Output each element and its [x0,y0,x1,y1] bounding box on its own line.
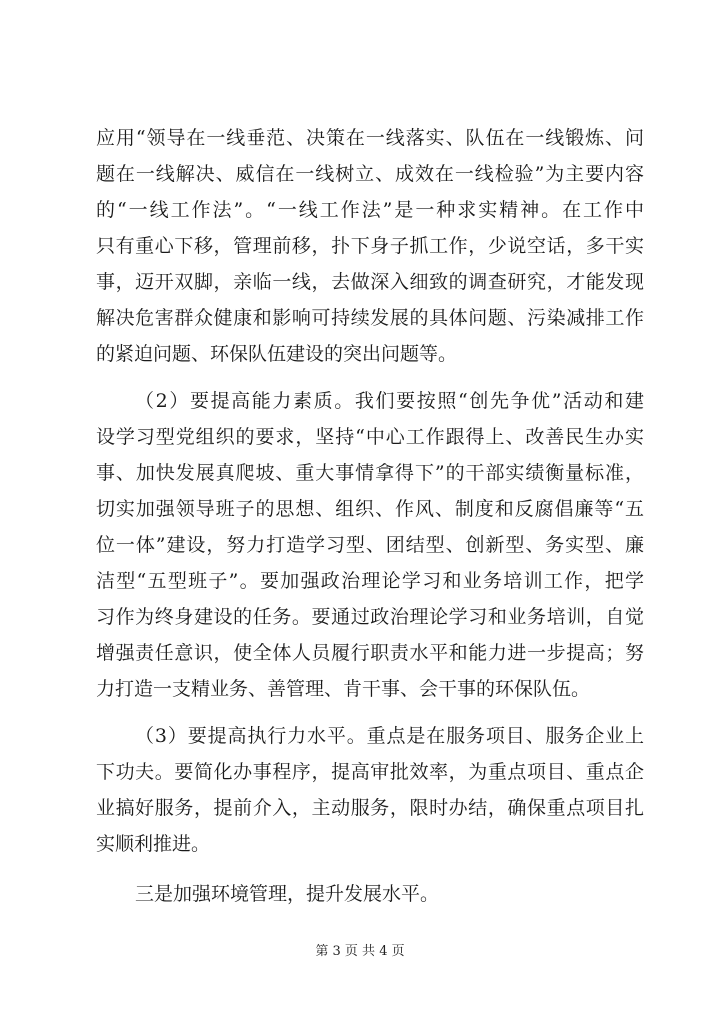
text-line: 题在一线解决、威信在一线树立、成效在一线检验”为主要内容 [96,163,644,185]
section-heading: 三是加强环境管理，提升发展水平。 [135,883,440,905]
document-body [96,120,644,912]
page-footer: 第 3 页 共 4 页 [315,944,405,959]
text-line: 习作为终身建设的任务。要通过政治理论学习和业务培训，自觉 [96,606,644,628]
text-line: 的“一线工作法”。“一线工作法”是一种求实精神。在工作中 [96,199,644,221]
text-line: （2）要提高能力素质。我们要按照“创先争优”活动和建 [135,390,644,412]
text-line: 事，迈开双脚，亲临一线，去做深入细致的调查研究，才能发现 [96,271,644,293]
paragraph-1 [96,120,644,372]
text-line: 位一体”建设，努力打造学习型、团结型、创新型、务实型、廉 [96,534,644,556]
text-line: 只有重心下移，管理前移，扑下身子抓工作，少说空话，多干实 [96,235,644,257]
text-line: 应用“领导在一线垂范、决策在一线落实、队伍在一线锻炼、问 [96,127,644,149]
text-line: （3）要提高执行力水平。重点是在服务项目、服务企业上 [135,725,644,747]
text-line: 切实加强领导班子的思想、组织、作风、制度和反腐倡廉等“五 [96,498,644,520]
text-line: 实顺利推进。 [96,833,211,855]
text-line: 增强责任意识，使全体人员履行职责水平和能力进一步提高；努 [96,642,644,664]
text-line: 下功夫。要简化办事程序，提高审批效率，为重点项目、重点企 [96,761,644,783]
text-line: 事、加快发展真爬坡、重大事情拿得下”的干部实绩衡量标准， [96,462,644,484]
paragraph-3 [96,718,644,862]
text-line: 设学习型党组织的要求，坚持“中心工作跟得上、改善民生办实 [96,426,644,448]
paragraph-2 [96,383,644,707]
text-line: 业搞好服务，提前介入，主动服务，限时办结，确保重点项目扎 [96,797,644,819]
text-line: 洁型“五型班子”。要加强政治理论学习和业务培训工作，把学 [96,570,644,592]
text-line: 解决危害群众健康和影响可持续发展的具体问题、污染减排工作 [96,307,644,329]
text-line: 的紧迫问题、环保队伍建设的突出问题等。 [96,343,458,365]
text-line: 力打造一支精业务、善管理、肯干事、会干事的环保队伍。 [96,678,591,700]
